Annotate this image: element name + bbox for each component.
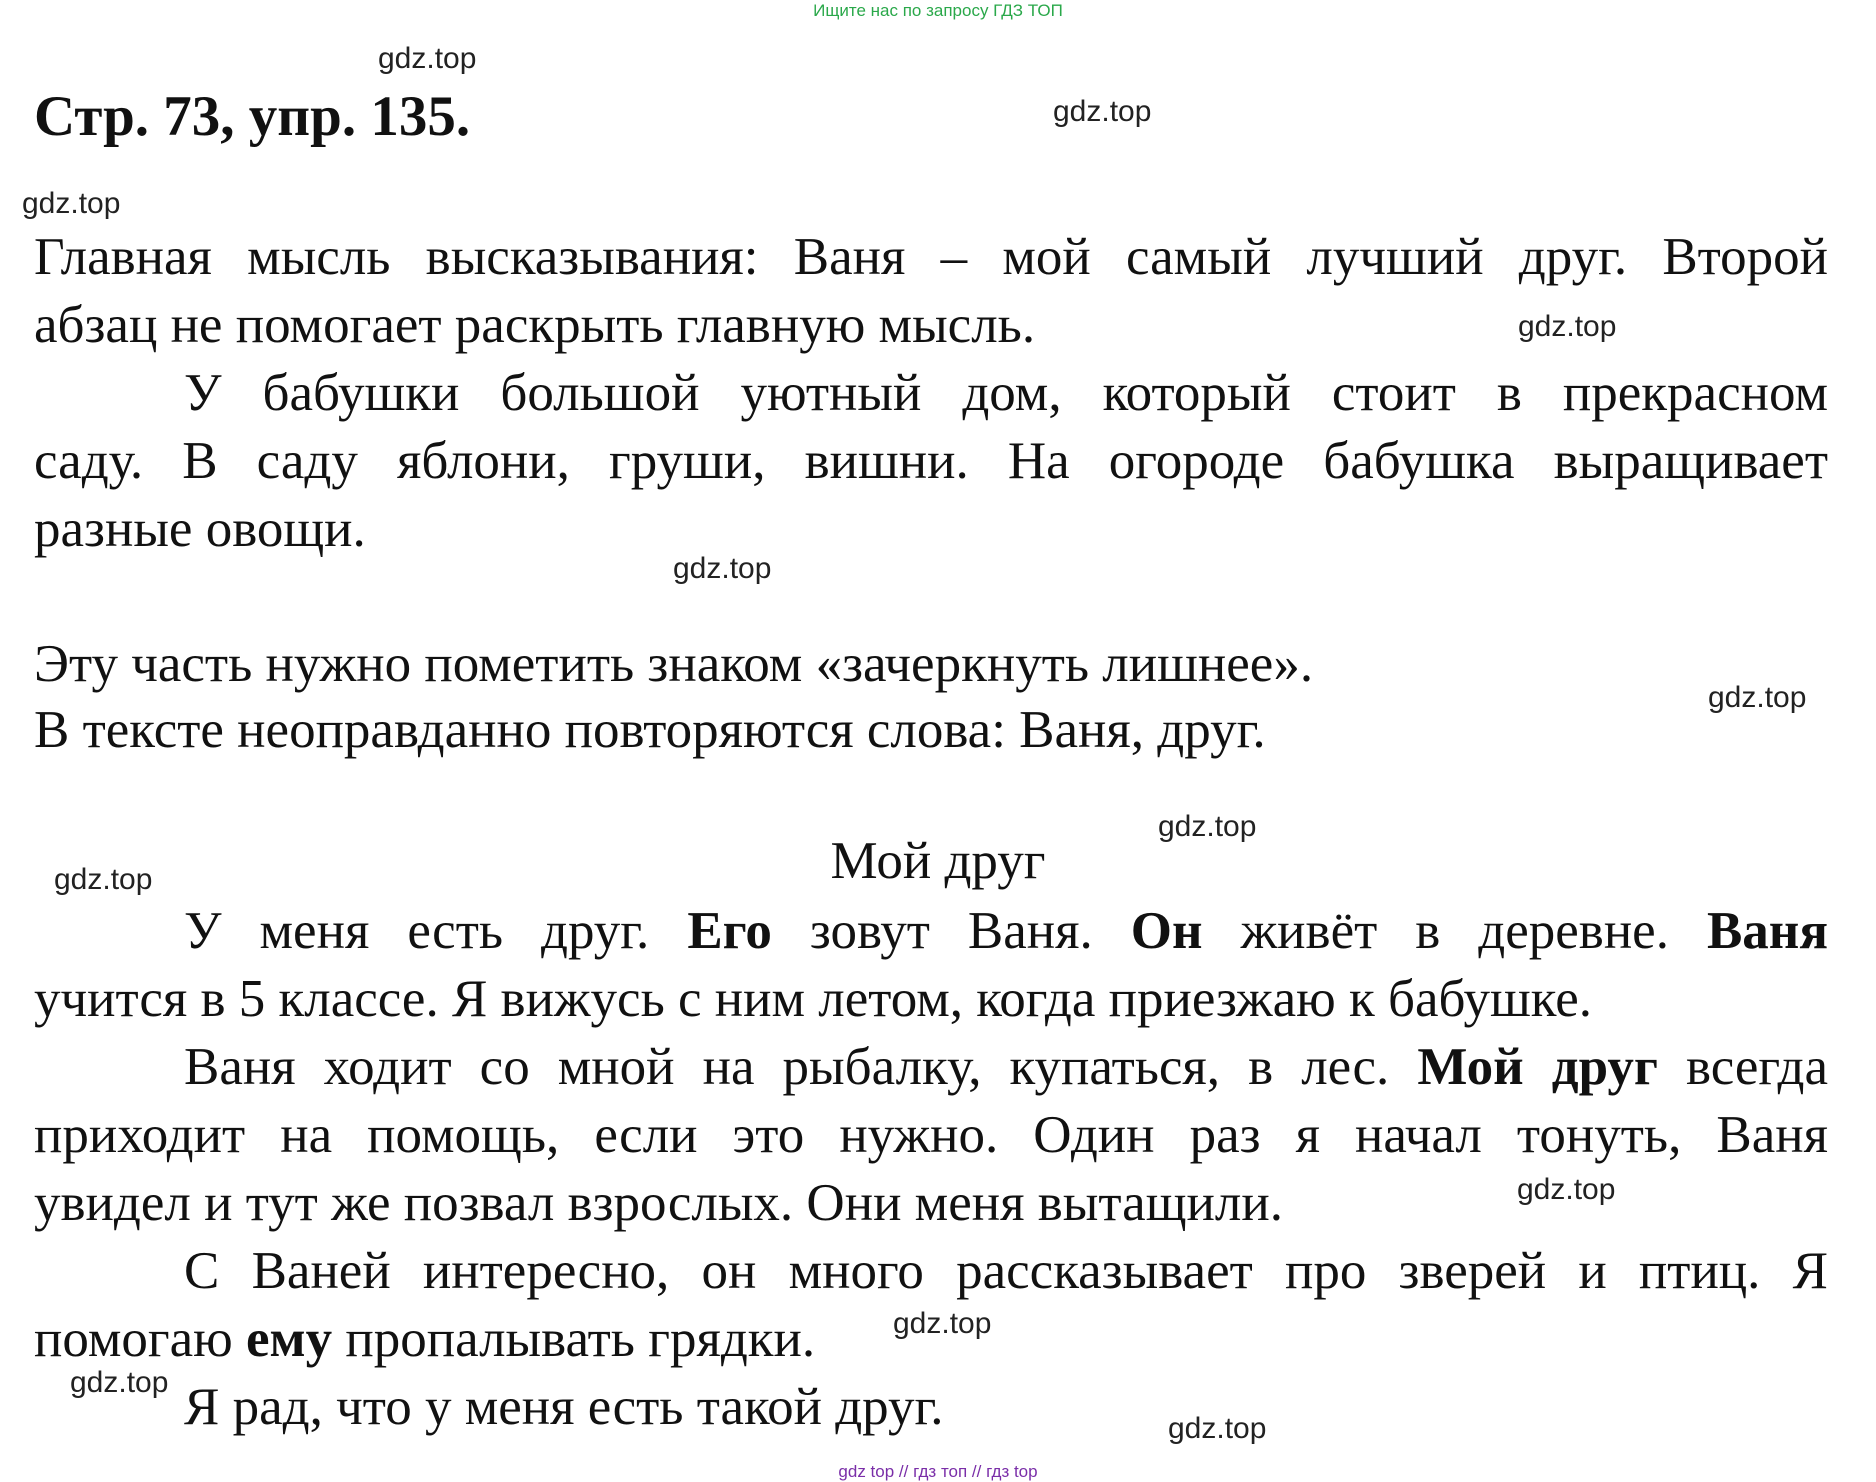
watermark: gdz.top [378, 42, 477, 75]
story-title: Мой друг [830, 832, 1046, 890]
story-text: живёт в деревне. [1240, 902, 1669, 960]
excerpt-line-2: саду. В саду яблони, груши, вишни. На огороде бабушка выращивает [34, 432, 1828, 490]
story-bold-word: Мой друг [1417, 1038, 1658, 1096]
story-p1-line-1 [34, 897, 1828, 965]
story-p3-line-1: С Ваней интересно, он много рассказывает про зверей и птиц. Я [184, 1242, 1828, 1300]
story-text: помогаю [34, 1310, 233, 1368]
story-text: Ваня ходит со мной на рыбалку, купаться, в лес. [184, 1038, 1390, 1096]
intro-line-2: абзац не помогает раскрыть главную мысль. [34, 296, 1036, 354]
watermark: gdz.top [1708, 681, 1807, 714]
watermark: gdz.top [1053, 95, 1152, 128]
story-text: всегда [1686, 1038, 1828, 1096]
story-p4-line-1: Я рад, что у меня есть такой друг. [184, 1378, 944, 1436]
note-line-2: В тексте неоправданно повторяются слова: Ваня, друг. [34, 701, 1266, 759]
watermark: gdz.top [70, 1366, 169, 1399]
story-text: У меня есть друг. [184, 902, 650, 960]
watermark: gdz.top [1518, 310, 1617, 343]
story-text: пропалывать грядки. [345, 1310, 816, 1368]
top-search-hint: Ищите нас по запросу ГДЗ ТОП [813, 1, 1063, 20]
excerpt-line-1: У бабушки большой уютный дом, который стоит в прекрасном [184, 364, 1828, 422]
story-bold-word: Он [1130, 902, 1203, 960]
story-bold-word: Его [687, 902, 772, 960]
watermark: gdz.top [673, 552, 772, 585]
note-line-1: Эту часть нужно пометить знаком «зачеркнуть лишнее». [34, 635, 1314, 693]
watermark: gdz.top [1517, 1173, 1616, 1206]
watermark: gdz.top [22, 187, 121, 220]
watermark: gdz.top [893, 1307, 992, 1340]
intro-line-1: Главная мысль высказывания: Ваня – мой самый лучший друг. Второй [34, 228, 1828, 286]
story-p2-line-1 [34, 1033, 1828, 1101]
watermark: gdz.top [1158, 810, 1257, 843]
watermark: gdz.top [54, 863, 153, 896]
story-bold-word: Ваня [1706, 902, 1829, 960]
story-bold-word: ему [246, 1310, 333, 1368]
watermark: gdz.top [1168, 1412, 1267, 1445]
story-p2-line-3: увидел и тут же позвал взрослых. Они меня вытащили. [34, 1174, 1283, 1232]
excerpt-line-3: разные овощи. [34, 500, 366, 558]
story-p2-line-2: приходит на помощь, если это нужно. Один раз я начал тонуть, Ваня [34, 1106, 1828, 1164]
bottom-search-hint: gdz top // гдз топ // гдз top [838, 1462, 1038, 1481]
story-text: зовут Ваня. [809, 902, 1093, 960]
story-p3-line-2 [34, 1305, 1828, 1373]
story-p1-line-2: учится в 5 классе. Я вижусь с ним летом, когда приезжаю к бабушке. [34, 970, 1592, 1028]
page-title: Стр. 73, упр. 135. [34, 85, 471, 148]
